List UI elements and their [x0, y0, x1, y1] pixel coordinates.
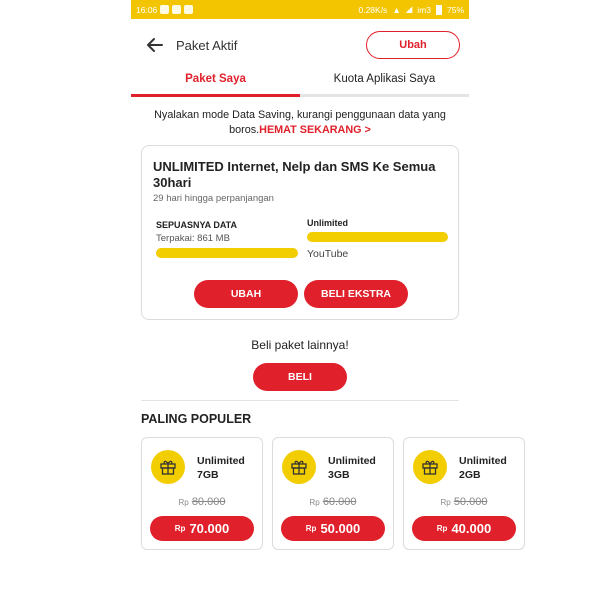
popular-heading: PALING POPULER — [141, 412, 252, 426]
app-quota — [307, 218, 448, 260]
beli-button[interactable]: BELI — [253, 363, 347, 391]
gift-icon — [151, 450, 185, 484]
buy-other-prompt: Beli paket lainnya! — [251, 338, 349, 352]
offer-price-button[interactable]: Rp 50.000 — [281, 516, 385, 541]
app-quota-app-name: YouTube — [307, 248, 349, 260]
data-quota-bar — [156, 248, 298, 258]
ubah-button[interactable]: Ubah — [366, 31, 460, 59]
network-speed: 0.28K/s — [358, 4, 388, 15]
package-validity: 29 hari hingga perpanjangan — [153, 193, 274, 204]
data-quota-used: Terpakai: 861 MB — [156, 233, 230, 244]
battery-icon — [436, 5, 442, 15]
signal-icon: ◢ — [405, 4, 413, 14]
app-quota-bar-fill — [307, 232, 448, 242]
tab-kuota-aplikasi-saya[interactable]: Kuota Aplikasi Saya — [333, 73, 436, 85]
data-saving-banner — [141, 108, 459, 138]
offer-name: Unlimited 2GB — [459, 455, 507, 481]
battery-level: 75% — [446, 4, 464, 15]
page-title: Paket Aktif — [176, 38, 238, 53]
image-notification-icon — [184, 5, 193, 14]
carrier-name: im3 — [417, 4, 431, 15]
data-quota-bar-fill — [156, 248, 298, 258]
status-bar — [131, 0, 469, 19]
app-notification-icon — [172, 5, 181, 14]
offer-old-price: Rp 50.000 — [440, 496, 488, 508]
offer-card[interactable] — [272, 437, 394, 550]
offer-price-button[interactable]: Rp 70.000 — [150, 516, 254, 541]
tab-paket-saya[interactable]: Paket Saya — [131, 66, 300, 97]
active-package-card — [141, 145, 459, 320]
offer-old-price: Rp 60.000 — [309, 496, 357, 508]
whatsapp-icon — [160, 5, 169, 14]
back-arrow-icon[interactable] — [145, 35, 165, 55]
gift-icon — [413, 450, 447, 484]
data-quota-label: SEPUASNYA DATA — [156, 220, 238, 230]
offer-card[interactable] — [141, 437, 263, 550]
offer-old-price: Rp 80.000 — [178, 496, 226, 508]
offer-price-button[interactable]: Rp 40.000 — [412, 516, 516, 541]
data-saving-text: Nyalakan mode Data Saving, kurangi penggunaan data yang boros. — [154, 109, 446, 136]
phone-screen — [131, 0, 507, 600]
offer-card[interactable] — [403, 437, 525, 550]
app-quota-bar — [307, 232, 448, 242]
hemat-sekarang-link[interactable]: HEMAT SEKARANG > — [259, 124, 371, 136]
package-name: UNLIMITED Internet, Nelp dan SMS Ke Semua 30hari — [153, 159, 436, 190]
section-divider — [141, 400, 459, 401]
ubah-package-button[interactable]: UBAH — [194, 280, 298, 308]
app-quota-label: Unlimited — [307, 218, 349, 228]
tab-bar — [131, 66, 469, 97]
offer-name: Unlimited 7GB — [197, 455, 245, 481]
app-header — [131, 30, 469, 62]
offer-name: Unlimited 3GB — [328, 455, 376, 481]
beli-ekstra-button[interactable]: BELI EKSTRA — [304, 280, 408, 308]
wifi-icon: ▲ — [392, 4, 401, 15]
status-time: 16:06 — [136, 4, 158, 15]
gift-icon — [282, 450, 316, 484]
data-quota — [156, 220, 296, 258]
